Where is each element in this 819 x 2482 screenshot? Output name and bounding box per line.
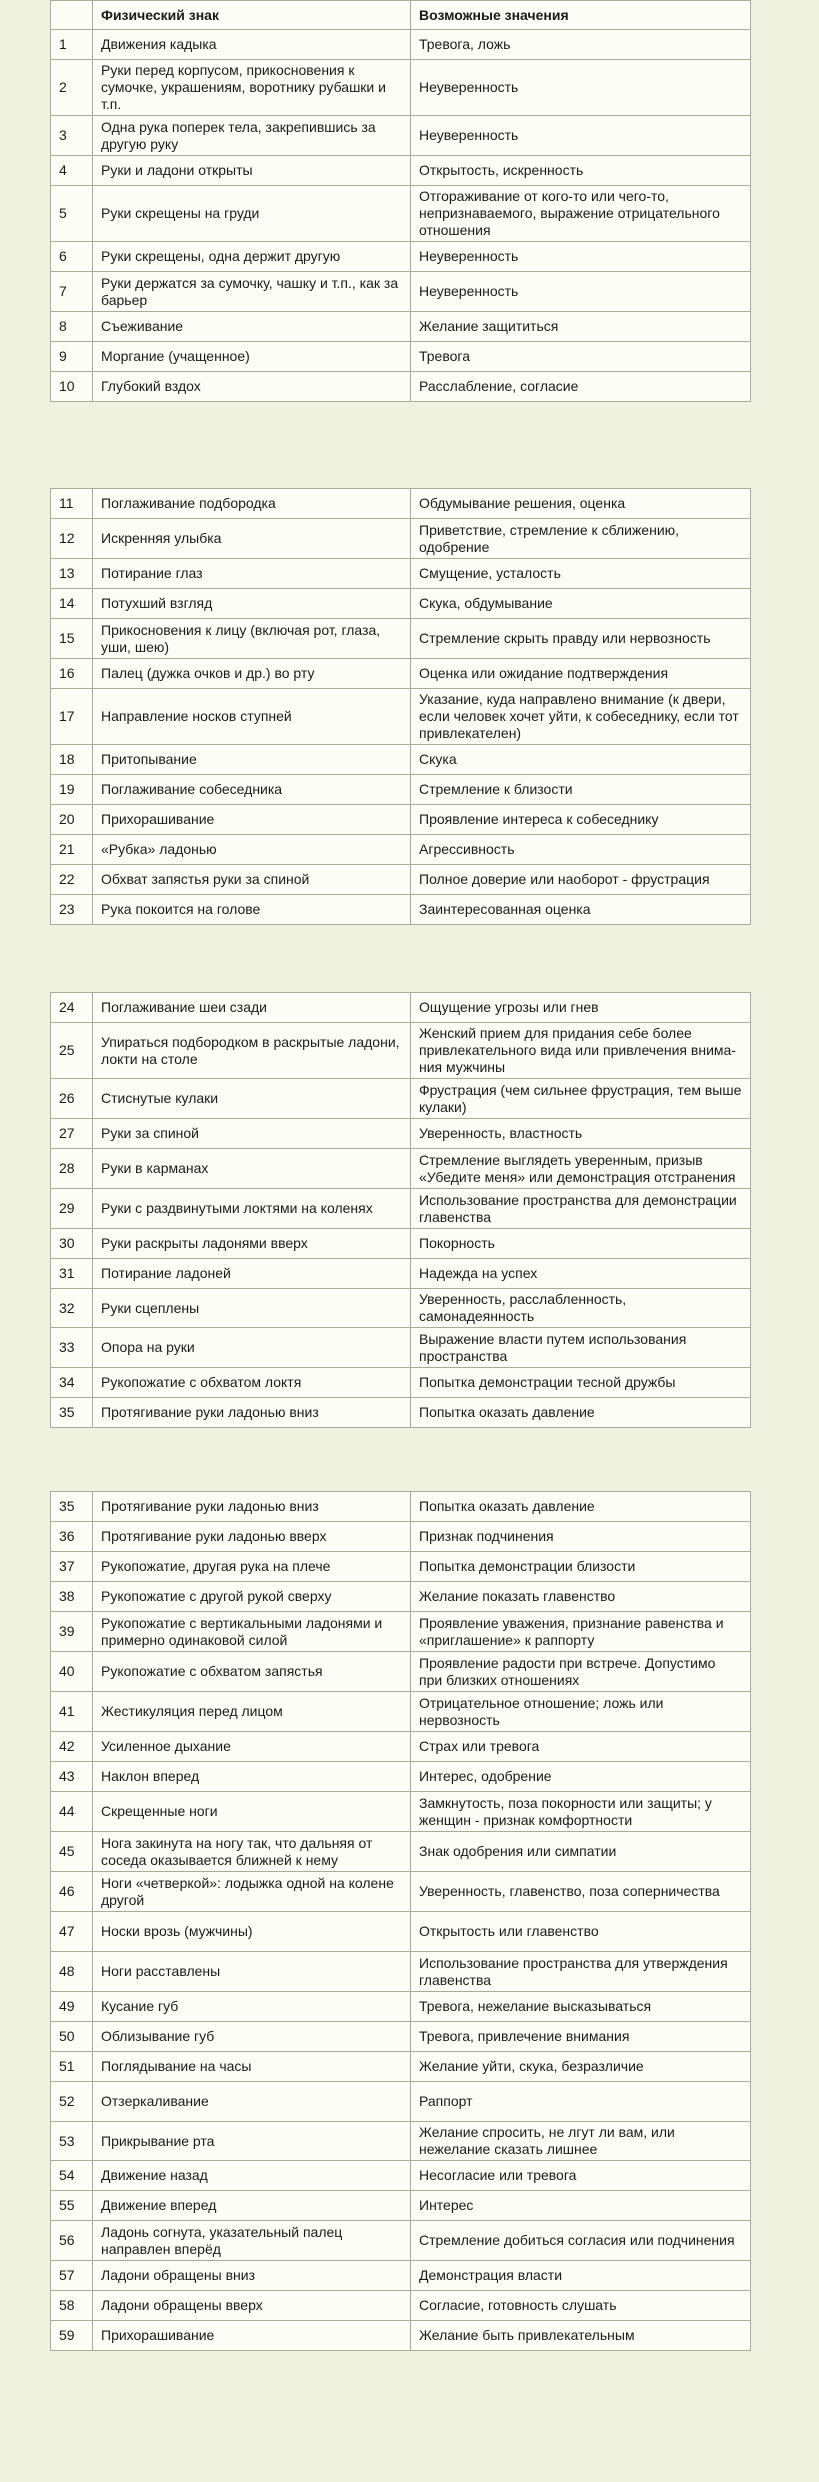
meaning-cell: Неуверенность: [411, 242, 751, 272]
meaning-cell: Тревога, ложь: [411, 30, 751, 60]
table-row: [51, 659, 751, 689]
row-number: 5: [51, 186, 93, 242]
meaning-cell: Агрессивность: [411, 835, 751, 865]
table-row: [51, 2022, 751, 2052]
row-number: 44: [51, 1792, 93, 1832]
sign-cell: Жестикуляция перед лицом: [93, 1692, 411, 1732]
sign-cell: Направление носков ступней: [93, 689, 411, 745]
row-number: 26: [51, 1079, 93, 1119]
meaning-cell: Желание защититься: [411, 312, 751, 342]
row-number: 35: [51, 1492, 93, 1522]
sign-cell: Рука покоится на голове: [93, 895, 411, 925]
sign-cell: Потирание ладоней: [93, 1259, 411, 1289]
sign-cell: Прихорашивание: [93, 2321, 411, 2351]
sign-cell: Протягивание руки ладонью вниз: [93, 1492, 411, 1522]
table-row: [51, 1952, 751, 1992]
row-number: 7: [51, 272, 93, 312]
row-number: 32: [51, 1289, 93, 1328]
sign-cell: Потирание глаз: [93, 559, 411, 589]
meaning-cell: Тревога: [411, 342, 751, 372]
row-number: 2: [51, 60, 93, 116]
header-sign: Физический знак: [93, 1, 411, 30]
row-number: 41: [51, 1692, 93, 1732]
row-number: 20: [51, 805, 93, 835]
row-number: 57: [51, 2261, 93, 2291]
row-number: 18: [51, 745, 93, 775]
signs-table-part-2: [50, 488, 751, 925]
table-row: [51, 2291, 751, 2321]
meaning-cell: Знак одобрения или симпатии: [411, 1832, 751, 1872]
table-row: [51, 805, 751, 835]
sign-cell: Искренняя улыбка: [93, 519, 411, 559]
table-row: [51, 1289, 751, 1328]
meaning-cell: Отгораживание от кого-то или чего-то, непризнаваемого, выражение отрицательного отношения: [411, 186, 751, 242]
sign-cell: Движение назад: [93, 2161, 411, 2191]
row-number: 42: [51, 1732, 93, 1762]
table-row: [51, 242, 751, 272]
meaning-cell: Страх или тревога: [411, 1732, 751, 1762]
sign-cell: Рукопожатие с обхватом локтя: [93, 1368, 411, 1398]
row-number: 28: [51, 1149, 93, 1189]
table-row: [51, 1832, 751, 1872]
sign-cell: Моргание (учащенное): [93, 342, 411, 372]
sign-cell: Движение вперед: [93, 2191, 411, 2221]
row-number: 22: [51, 865, 93, 895]
table-row: [51, 1368, 751, 1398]
row-number: 56: [51, 2221, 93, 2261]
meaning-cell: Скука, обдумывание: [411, 589, 751, 619]
table-row: [51, 1079, 751, 1119]
sign-cell: Палец (дужка очков и др.) во рту: [93, 659, 411, 689]
sign-cell: Поглаживание подбородка: [93, 489, 411, 519]
row-number: 23: [51, 895, 93, 925]
meaning-cell: Уверенность, расслабленность, самонадеянность: [411, 1289, 751, 1328]
meaning-cell: Желание быть привлекательным: [411, 2321, 751, 2351]
meaning-cell: Проявление радости при встрече. Допустимо при близких отношениях: [411, 1652, 751, 1692]
sign-cell: Потухший взгляд: [93, 589, 411, 619]
row-number: 9: [51, 342, 93, 372]
sign-cell: Опора на руки: [93, 1328, 411, 1368]
sign-cell: Съеживание: [93, 312, 411, 342]
sign-cell: Ноги расставлены: [93, 1952, 411, 1992]
sign-cell: «Рубка» ладонью: [93, 835, 411, 865]
table-row: [51, 116, 751, 156]
row-number: 47: [51, 1912, 93, 1952]
table-row: [51, 2161, 751, 2191]
table-row: [51, 1522, 751, 1552]
table-row: [51, 372, 751, 402]
sign-cell: Носки врозь (мужчины): [93, 1912, 411, 1952]
sign-cell: Прикосновения к лицу (включая рот, глаза, уши, шею): [93, 619, 411, 659]
sign-cell: Руки скрещены, одна держит другую: [93, 242, 411, 272]
meaning-cell: Скука: [411, 745, 751, 775]
sign-cell: Кусание губ: [93, 1992, 411, 2022]
meaning-cell: Проявление интереса к собеседнику: [411, 805, 751, 835]
meaning-cell: Замкнутость, поза покорности или защиты; у женщин - признак комфортности: [411, 1792, 751, 1832]
row-number: 51: [51, 2052, 93, 2082]
meaning-cell: Неуверенность: [411, 272, 751, 312]
table-row: [51, 1732, 751, 1762]
sign-cell: Нога закинута на ногу так, что дальняя от соседа оказывается ближней к нему: [93, 1832, 411, 1872]
sign-cell: Руки и ладони открыты: [93, 156, 411, 186]
meaning-cell: Фрустрация (чем сильнее фрустрация, тем выше кулаки): [411, 1079, 751, 1119]
row-number: 33: [51, 1328, 93, 1368]
sign-cell: Ноги «четверкой»: лодыжка одной на колене другой: [93, 1872, 411, 1912]
row-number: 35: [51, 1398, 93, 1428]
table-row: [51, 1492, 751, 1522]
row-number: 21: [51, 835, 93, 865]
meaning-cell: Указание, куда направлено внимание (к двери, если человек хочет уйти, к собеседнику, если тот привлекателен): [411, 689, 751, 745]
sign-cell: Усиленное дыхание: [93, 1732, 411, 1762]
header-meaning: Возможные значения: [411, 1, 751, 30]
meaning-cell: Попытка оказать давление: [411, 1492, 751, 1522]
table-row: [51, 2052, 751, 2082]
table-row: [51, 2191, 751, 2221]
meaning-cell: Расслабление, согласие: [411, 372, 751, 402]
row-number: 13: [51, 559, 93, 589]
sign-cell: Рукопожатие с вертикальными ладонями и примерно одинаковой силой: [93, 1612, 411, 1652]
table-row: [51, 489, 751, 519]
meaning-cell: Отрицательное отношение; ложь или нервозность: [411, 1692, 751, 1732]
table-row: [51, 619, 751, 659]
row-number: 50: [51, 2022, 93, 2052]
header-number: [51, 1, 93, 30]
meaning-cell: Тревога, привлечение внимания: [411, 2022, 751, 2052]
row-number: 15: [51, 619, 93, 659]
table-row: [51, 2221, 751, 2261]
meaning-cell: Демонстрация власти: [411, 2261, 751, 2291]
table-row: [51, 2261, 751, 2291]
meaning-cell: Стремление к близости: [411, 775, 751, 805]
row-number: 55: [51, 2191, 93, 2221]
meaning-cell: Уверенность, властность: [411, 1119, 751, 1149]
row-number: 30: [51, 1229, 93, 1259]
row-number: 10: [51, 372, 93, 402]
row-number: 38: [51, 1582, 93, 1612]
meaning-cell: Заинтересованная оценка: [411, 895, 751, 925]
row-number: 29: [51, 1189, 93, 1229]
row-number: 36: [51, 1522, 93, 1552]
sign-cell: Ладони обращены вниз: [93, 2261, 411, 2291]
row-number: 52: [51, 2082, 93, 2122]
meaning-cell: Смущение, усталость: [411, 559, 751, 589]
sign-cell: Ладонь согнута, указательный палец направлен вперёд: [93, 2221, 411, 2261]
meaning-cell: Согласие, готовность слушать: [411, 2291, 751, 2321]
row-number: 6: [51, 242, 93, 272]
row-number: 16: [51, 659, 93, 689]
row-number: 37: [51, 1552, 93, 1582]
row-number: 1: [51, 30, 93, 60]
table-row: [51, 272, 751, 312]
sign-cell: Упираться подбородком в раскрытые ладони, локти на столе: [93, 1023, 411, 1079]
table-row: [51, 745, 751, 775]
row-number: 25: [51, 1023, 93, 1079]
sign-cell: Рукопожатие, другая рука на плече: [93, 1552, 411, 1582]
table-row: [51, 1582, 751, 1612]
table-row: [51, 993, 751, 1023]
signs-table-part-3: [50, 992, 751, 1428]
sign-cell: Притопывание: [93, 745, 411, 775]
table-row: [51, 1792, 751, 1832]
table-row: [51, 1189, 751, 1229]
table-row: [51, 1328, 751, 1368]
table-row: [51, 186, 751, 242]
row-number: 58: [51, 2291, 93, 2321]
sign-cell: Руки за спиной: [93, 1119, 411, 1149]
meaning-cell: Женский прием для придания себе более привлекательного вида или привлечения внима-ния мужчины: [411, 1023, 751, 1079]
meaning-cell: Проявление уважения, признание равенства и «приглашение» к раппорту: [411, 1612, 751, 1652]
sign-cell: Руки в карманах: [93, 1149, 411, 1189]
meaning-cell: Покорность: [411, 1229, 751, 1259]
sign-cell: Протягивание руки ладонью вверх: [93, 1522, 411, 1552]
meaning-cell: Уверенность, главенство, поза соперничества: [411, 1872, 751, 1912]
table-row: [51, 1762, 751, 1792]
row-number: 45: [51, 1832, 93, 1872]
meaning-cell: Желание спросить, не лгут ли вам, или нежелание сказать лишнее: [411, 2122, 751, 2161]
row-number: 39: [51, 1612, 93, 1652]
sign-cell: Руки с раздвинутыми локтями на коленях: [93, 1189, 411, 1229]
table-row: [51, 156, 751, 186]
row-number: 11: [51, 489, 93, 519]
meaning-cell: Попытка демонстрации тесной дружбы: [411, 1368, 751, 1398]
table-row: [51, 1119, 751, 1149]
meaning-cell: Открытость, искренность: [411, 156, 751, 186]
row-number: 48: [51, 1952, 93, 1992]
table-row: [51, 1149, 751, 1189]
meaning-cell: Использование пространства для демонстрации главенства: [411, 1189, 751, 1229]
sign-cell: Руки сцеплены: [93, 1289, 411, 1328]
meaning-cell: Неуверенность: [411, 60, 751, 116]
table-row: [51, 2082, 751, 2122]
table-row: [51, 1872, 751, 1912]
row-number: 34: [51, 1368, 93, 1398]
sign-cell: Наклон вперед: [93, 1762, 411, 1792]
table-row: [51, 2122, 751, 2161]
row-number: 17: [51, 689, 93, 745]
meaning-cell: Попытка оказать давление: [411, 1398, 751, 1428]
meaning-cell: Желание уйти, скука, безразличие: [411, 2052, 751, 2082]
table-row: [51, 835, 751, 865]
meaning-cell: Полное доверие или наоборот - фрустрация: [411, 865, 751, 895]
sign-cell: Стиснутые кулаки: [93, 1079, 411, 1119]
row-number: 53: [51, 2122, 93, 2161]
sign-cell: Одна рука поперек тела, закрепившись за другую руку: [93, 116, 411, 156]
sign-cell: Скрещенные ноги: [93, 1792, 411, 1832]
table-row: [51, 60, 751, 116]
row-number: 14: [51, 589, 93, 619]
meaning-cell: Неуверенность: [411, 116, 751, 156]
meaning-cell: Стремление скрыть правду или нервозность: [411, 619, 751, 659]
meaning-cell: Раппорт: [411, 2082, 751, 2122]
row-number: 27: [51, 1119, 93, 1149]
sign-cell: Отзеркаливание: [93, 2082, 411, 2122]
table-row: [51, 342, 751, 372]
sign-cell: Обхват запястья руки за спиной: [93, 865, 411, 895]
table-row: [51, 312, 751, 342]
sign-cell: Руки держатся за сумочку, чашку и т.п., как за барьер: [93, 272, 411, 312]
table-row: [51, 1912, 751, 1952]
table-row: [51, 1612, 751, 1652]
sign-cell: Руки скрещены на груди: [93, 186, 411, 242]
signs-table-part-4: [50, 1491, 751, 2351]
sign-cell: Поглядывание на часы: [93, 2052, 411, 2082]
sign-cell: Руки раскрыты ладонями вверх: [93, 1229, 411, 1259]
table-row: [51, 1229, 751, 1259]
row-number: 4: [51, 156, 93, 186]
row-number: 8: [51, 312, 93, 342]
meaning-cell: Оценка или ожидание подтверждения: [411, 659, 751, 689]
sign-cell: Рукопожатие с другой рукой сверху: [93, 1582, 411, 1612]
signs-table-part-1: [50, 0, 751, 402]
sign-cell: Поглаживание собеседника: [93, 775, 411, 805]
sign-cell: Ладони обращены вверх: [93, 2291, 411, 2321]
sign-cell: Руки перед корпусом, прикосновения к сумочке, украшениям, воротнику рубашки и т.п.: [93, 60, 411, 116]
meaning-cell: Использование пространства для утверждения главенства: [411, 1952, 751, 1992]
table-row: [51, 1692, 751, 1732]
table-row: [51, 1259, 751, 1289]
meaning-cell: Обдумывание решения, оценка: [411, 489, 751, 519]
meaning-cell: Тревога, нежелание высказываться: [411, 1992, 751, 2022]
row-number: 3: [51, 116, 93, 156]
table-header-row: [51, 1, 751, 30]
table-row: [51, 689, 751, 745]
sign-cell: Движения кадыка: [93, 30, 411, 60]
table-row: [51, 895, 751, 925]
sign-cell: Прихорашивание: [93, 805, 411, 835]
row-number: 54: [51, 2161, 93, 2191]
row-number: 19: [51, 775, 93, 805]
sign-cell: Протягивание руки ладонью вниз: [93, 1398, 411, 1428]
meaning-cell: Желание показать главенство: [411, 1582, 751, 1612]
meaning-cell: Стремление добиться согласия или подчинения: [411, 2221, 751, 2261]
meaning-cell: Несогласие или тревога: [411, 2161, 751, 2191]
table-row: [51, 589, 751, 619]
meaning-cell: Попытка демонстрации близости: [411, 1552, 751, 1582]
table-row: [51, 775, 751, 805]
sign-cell: Прикрывание рта: [93, 2122, 411, 2161]
sign-cell: Поглаживание шеи сзади: [93, 993, 411, 1023]
meaning-cell: Стремление выглядеть уверенным, призыв «Убедите меня» или демонстрация отстранения: [411, 1149, 751, 1189]
row-number: 24: [51, 993, 93, 1023]
meaning-cell: Приветствие, стремление к сближению, одобрение: [411, 519, 751, 559]
table-row: [51, 559, 751, 589]
meaning-cell: Открытость или главенство: [411, 1912, 751, 1952]
table-row: [51, 1552, 751, 1582]
row-number: 12: [51, 519, 93, 559]
row-number: 49: [51, 1992, 93, 2022]
row-number: 59: [51, 2321, 93, 2351]
row-number: 43: [51, 1762, 93, 1792]
meaning-cell: Ощущение угрозы или гнев: [411, 993, 751, 1023]
scan-divider: [0, 480, 819, 488]
table-row: [51, 865, 751, 895]
meaning-cell: Признак подчинения: [411, 1522, 751, 1552]
meaning-cell: Выражение власти путем использования пространства: [411, 1328, 751, 1368]
table-row: [51, 1992, 751, 2022]
row-number: 40: [51, 1652, 93, 1692]
table-row: [51, 2321, 751, 2351]
table-row: [51, 1398, 751, 1428]
table-row: [51, 1652, 751, 1692]
table-row: [51, 1023, 751, 1079]
meaning-cell: Интерес: [411, 2191, 751, 2221]
sign-cell: Облизывание губ: [93, 2022, 411, 2052]
meaning-cell: Интерес, одобрение: [411, 1762, 751, 1792]
sign-cell: Рукопожатие с обхватом запястья: [93, 1652, 411, 1692]
table-row: [51, 30, 751, 60]
table-row: [51, 519, 751, 559]
row-number: 31: [51, 1259, 93, 1289]
row-number: 46: [51, 1872, 93, 1912]
meaning-cell: Надежда на успех: [411, 1259, 751, 1289]
sign-cell: Глубокий вздох: [93, 372, 411, 402]
